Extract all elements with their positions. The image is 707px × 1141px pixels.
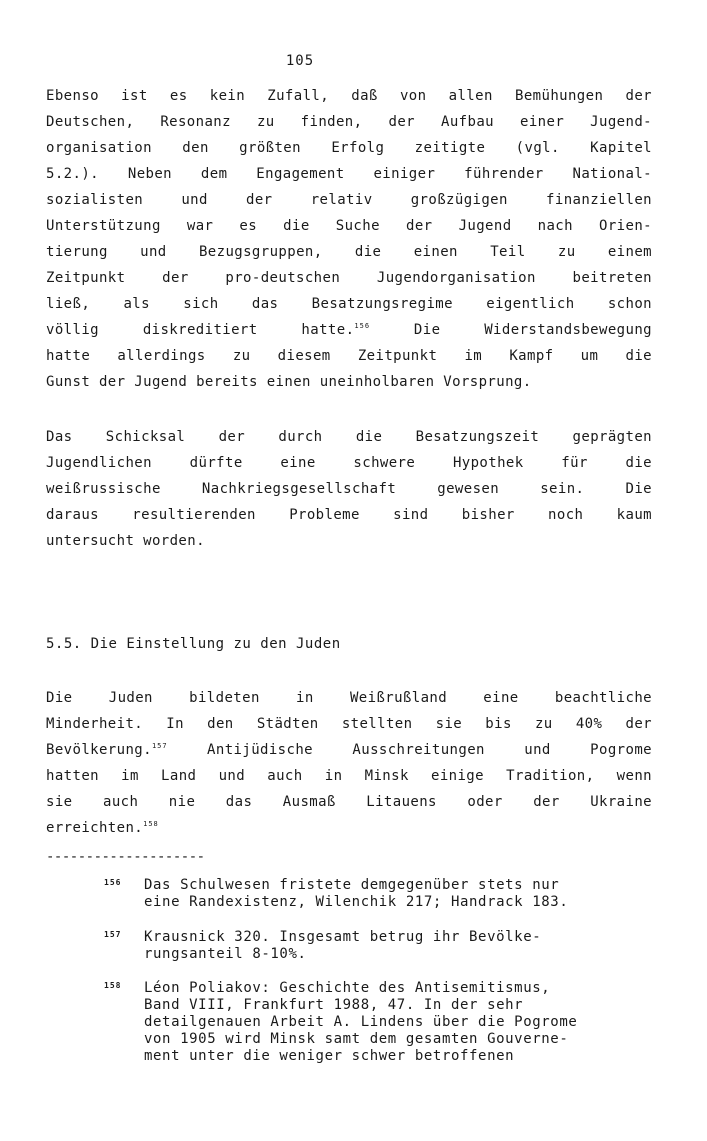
paragraph-2 — [46, 424, 652, 554]
text-fragment: Die Widerstandsbewegung — [413, 322, 652, 338]
footnote-mark: 156 — [104, 878, 122, 887]
footnote-line: rungsanteil 8-10%. — [144, 946, 307, 962]
footnote-line: Band VIII, Frankfurt 1988, 47. In der sehr — [144, 997, 524, 1013]
text-line: hatte allerdings zu diesem Zeitpunkt im Kampf um die — [46, 348, 652, 364]
text-line: weißrussische Nachkriegsgesellschaft gewesen sein. Die — [46, 481, 652, 497]
footnote-text — [144, 877, 664, 911]
footnote-156 — [104, 877, 664, 911]
section-heading: 5.5. Die Einstellung zu den Juden — [46, 636, 341, 652]
footnote-157 — [104, 929, 664, 963]
text-line: Deutschen, Resonanz zu finden, der Aufbau einer Jugend- — [46, 114, 652, 130]
text-line: Ebenso ist es kein Zufall, daß von allen Bemühungen der — [46, 88, 652, 104]
footnote-text — [144, 929, 664, 963]
text-line: Die Juden bildeten in Weißrußland eine beachtliche — [46, 690, 652, 706]
text-line-with-footnote — [46, 815, 652, 841]
text-fragment: völlig diskreditiert hatte. — [46, 322, 355, 338]
footnote-line: Das Schulwesen fristete demgegenüber stets nur — [144, 877, 560, 893]
footnote-mark: 157 — [104, 930, 122, 939]
paragraph-1 — [46, 83, 652, 395]
text-line: Gunst der Jugend bereits einen uneinholbaren Vorsprung. — [46, 374, 532, 390]
text-line: sozialisten und der relativ großzügigen finanziellen — [46, 192, 652, 208]
page-number: 105 — [285, 53, 315, 69]
footnote-line: Krausnick 320. Insgesamt betrug ihr Bevölke- — [144, 929, 542, 945]
text-line: Minderheit. In den Städten stellten sie bis zu 40% der — [46, 716, 652, 732]
paragraph-3 — [46, 685, 652, 841]
text-line: organisation den größten Erfolg zeitigte (vgl. Kapitel — [46, 140, 652, 156]
text-line: tierung und Bezugsgruppen, die einen Teil zu einem — [46, 244, 652, 260]
footnote-mark: 158 — [104, 981, 122, 990]
footnote-line: Léon Poliakov: Geschichte des Antisemitismus, — [144, 980, 551, 996]
text-line: Jugendlichen dürfte eine schwere Hypothek für die — [46, 455, 652, 471]
footnote-separator: -------------------- — [46, 849, 205, 865]
text-line: hatten im Land und auch in Minsk einige Tradition, wenn — [46, 768, 652, 784]
footnote-line: detailgenauen Arbeit A. Lindens über die Pogrome — [144, 1014, 578, 1030]
text-fragment: erreichten. — [46, 820, 144, 836]
text-line: 5.2.). Neben dem Engagement einiger führender National- — [46, 166, 652, 182]
footnote-158 — [104, 980, 664, 1065]
text-line: Das Schicksal der durch die Besatzungszeit geprägten — [46, 429, 652, 445]
footnote-reference-156: 156 — [354, 322, 371, 330]
text-line: untersucht worden. — [46, 533, 205, 549]
text-line-with-footnote — [46, 737, 652, 763]
text-line: ließ, als sich das Besatzungsregime eigentlich schon — [46, 296, 652, 312]
text-line: Zeitpunkt der pro-deutschen Jugendorganisation beitreten — [46, 270, 652, 286]
footnote-line: von 1905 wird Minsk samt dem gesamten Gouverne- — [144, 1031, 569, 1047]
text-line-with-footnote — [46, 317, 652, 343]
footnote-reference-158: 158 — [143, 820, 159, 828]
text-fragment: Bevölkerung. — [46, 742, 152, 758]
text-line: daraus resultierenden Probleme sind bisher noch kaum — [46, 507, 652, 523]
footnote-reference-157: 157 — [151, 742, 168, 750]
footnote-line: ment unter die weniger schwer betroffenen — [144, 1048, 515, 1064]
text-line: sie auch nie das Ausmaß Litauens oder der Ukraine — [46, 794, 652, 810]
footnote-line: eine Randexistenz, Wilenchik 217; Handrack 183. — [144, 894, 569, 910]
text-line: Unterstützung war es die Suche der Jugend nach Orien- — [46, 218, 652, 234]
footnote-text — [144, 980, 664, 1065]
text-fragment: Antijüdische Ausschreitungen und Pogrome — [207, 742, 652, 758]
